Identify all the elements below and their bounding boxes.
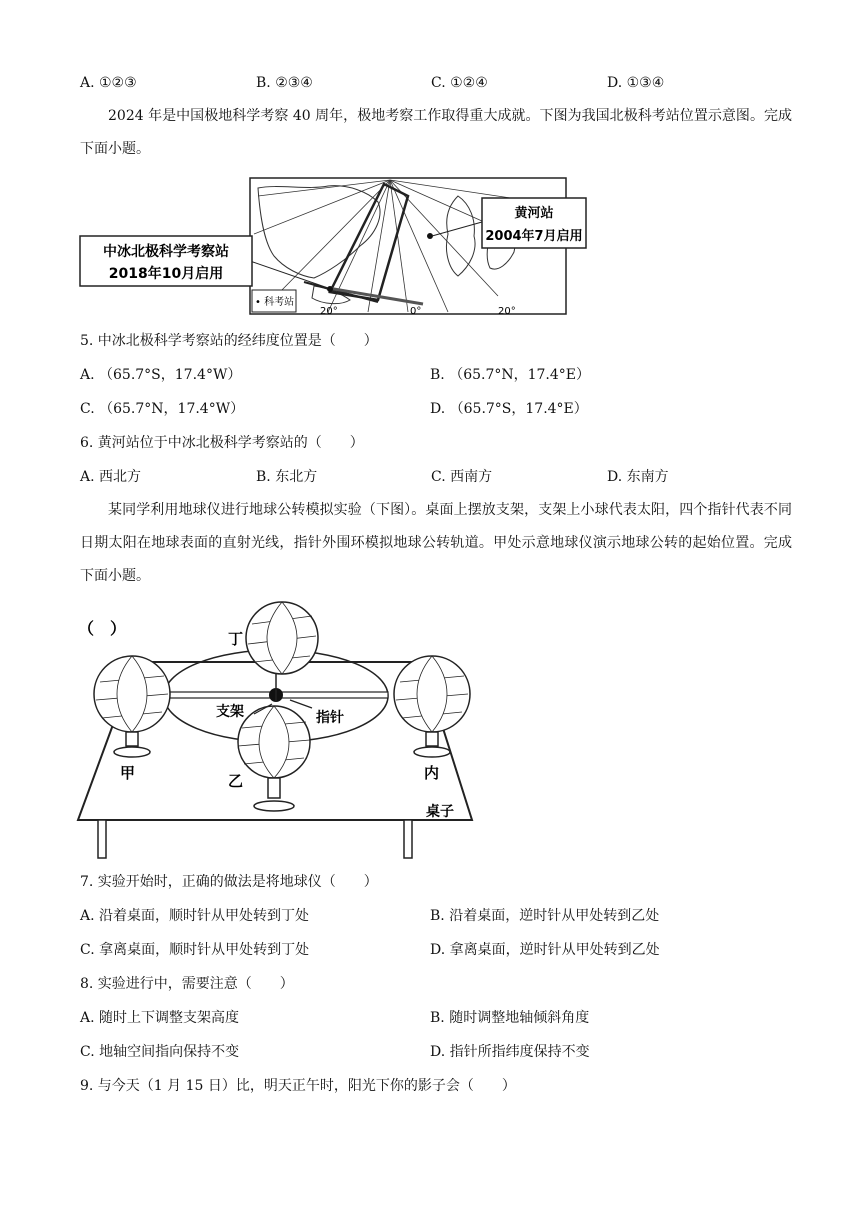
q6-option-a: A. 西北方 <box>80 469 142 485</box>
q9-stem: 9. 与今天（1 月 15 日）比，明天正午时，阳光下你的影子会（ ） <box>80 1078 516 1094</box>
q6-option-b: B. 东北方 <box>256 469 318 485</box>
station-a-name: 中冰北极科学考察站 <box>103 244 229 260</box>
q8-option-b: B. 随时调整地轴倾斜角度 <box>430 1010 590 1026</box>
label-ding: 丁 <box>228 630 244 648</box>
q8-option-a: A. 随时上下调整支架高度 <box>80 1010 240 1026</box>
intro-paragraph-1: 2024 年是中国极地科学考察 40 周年，极地考察工作取得重大成就。下图为我国北极科考站位置示意图。完成下面小题。 <box>80 108 792 157</box>
map-lon-label-west: 20° <box>320 306 338 317</box>
label-jia: 甲 <box>120 764 136 782</box>
cut-off-bracket-text: （ ） <box>78 619 127 638</box>
q5-option-b: B. （65.7°N，17.4°E） <box>430 367 591 383</box>
label-bing: 内 <box>424 764 440 782</box>
q6-option-d: D. 东南方 <box>607 469 669 485</box>
q7-option-d: D. 拿离桌面，逆时针从甲处转到乙处 <box>430 942 660 958</box>
q4-option-d: D. ①③④ <box>607 75 665 91</box>
map-lon-label-east: 20° <box>498 306 516 317</box>
q4-option-c: C. ①②④ <box>431 75 488 91</box>
q6-stem: 6. 黄河站位于中冰北极科学考察站的（ ） <box>80 435 364 451</box>
q6-option-c: C. 西南方 <box>431 469 493 485</box>
q8-option-c: C. 地轴空间指向保持不变 <box>80 1044 240 1060</box>
label-support: 支架 <box>216 704 244 720</box>
label-yi: 乙 <box>228 772 244 790</box>
arctic-station-map <box>78 176 598 318</box>
q4-option-b: B. ②③④ <box>256 75 313 91</box>
label-table: 桌子 <box>426 804 454 820</box>
q8-option-d: D. 指针所指纬度保持不变 <box>430 1044 590 1060</box>
station-b-name: 黄河站 <box>514 206 554 221</box>
q7-stem: 7. 实验开始时，正确的做法是将地球仪（ ） <box>80 874 378 890</box>
map-lon-label-zero: 0° <box>410 306 422 317</box>
q8-stem: 8. 实验进行中，需要注意（ ） <box>80 976 294 992</box>
globe-experiment-diagram <box>76 596 480 862</box>
q5-option-d: D. （65.7°S，17.4°E） <box>430 401 588 417</box>
label-pointer: 指针 <box>316 710 344 726</box>
q4-option-a: A. ①②③ <box>80 75 137 91</box>
map-legend: • 科考站 <box>255 297 295 308</box>
q5-stem: 5. 中冰北极科学考察站的经纬度位置是（ ） <box>80 333 378 349</box>
q7-option-c: C. 拿离桌面，顺时针从甲处转到丁处 <box>80 942 310 958</box>
q7-option-b: B. 沿着桌面，逆时针从甲处转到乙处 <box>430 908 660 924</box>
station-a-date: 2018年10月启用 <box>108 266 224 282</box>
intro-paragraph-2: 某同学利用地球仪进行地球公转模拟实验（下图）。桌面上摆放支架，支架上小球代表太阳，四个指针代表不同日期太阳在地球表面的直射光线，指针外围环模拟地球公转轨道。甲处示意地球仪演示地球公转的起始位置。完成下面小题。 <box>80 502 792 584</box>
q5-option-a: A. （65.7°S，17.4°W） <box>80 367 242 383</box>
station-b-date: 2004年7月启用 <box>485 229 583 244</box>
q7-option-a: A. 沿着桌面，顺时针从甲处转到丁处 <box>80 908 310 924</box>
q5-option-c: C. （65.7°N，17.4°W） <box>80 401 245 417</box>
